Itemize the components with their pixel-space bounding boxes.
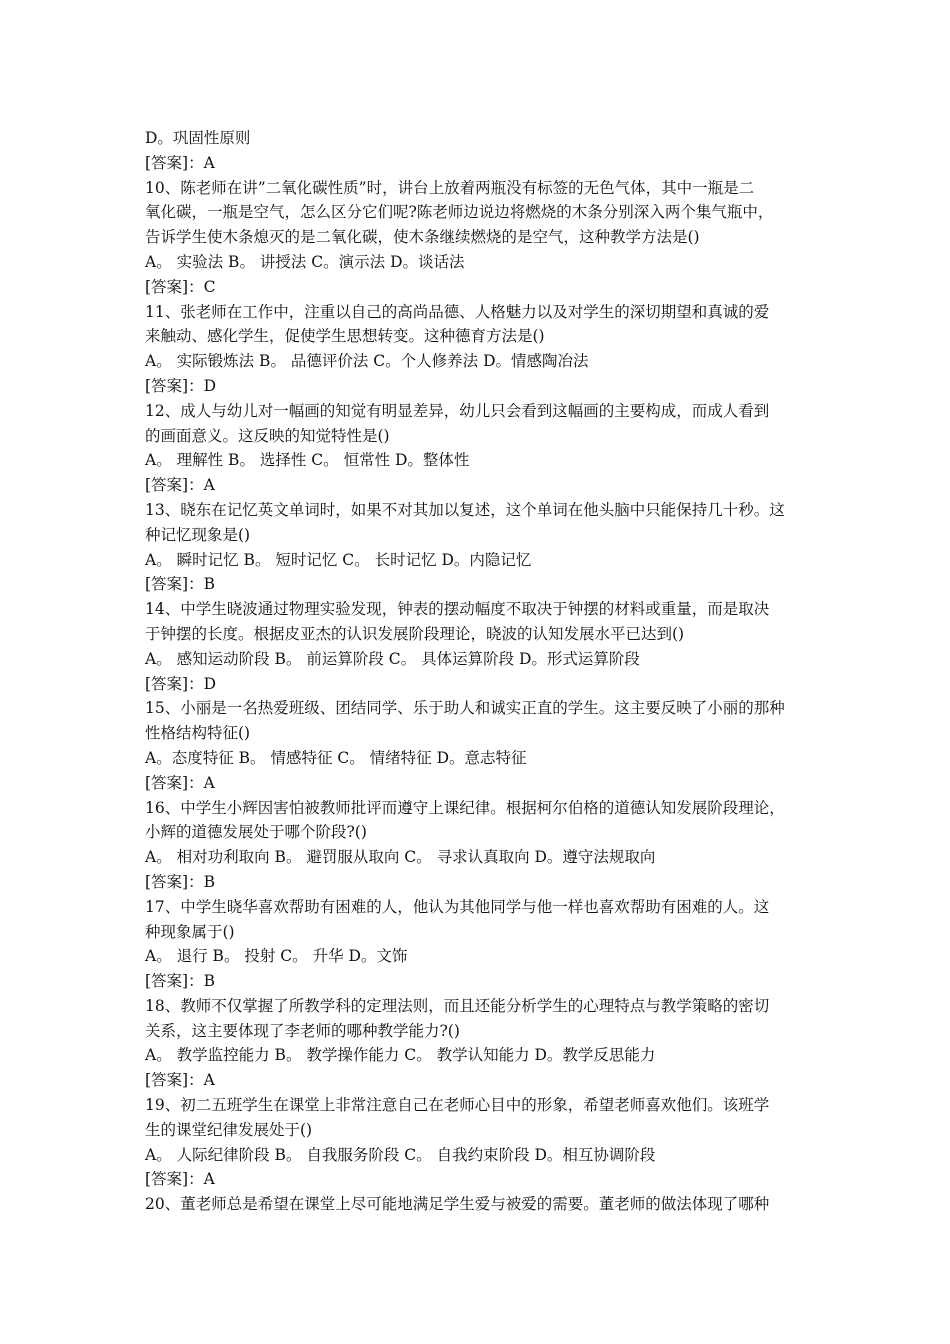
answer-line: [答案]：D [145, 376, 217, 395]
question-line: 氧化碳，一瓶是空气，怎么区分它们呢?陈老师边说边将燃烧的木条分别深入两个集气瓶中， [145, 203, 774, 222]
answer-line: [答案]：A [145, 1071, 215, 1090]
answer-line: [答案]：B [145, 872, 215, 891]
question-line: 性格结构特征() [145, 724, 251, 743]
question-line: 的画面意义。这反映的知觉特性是() [145, 426, 390, 445]
options-line: A。态度特征 B。 情感特征 C。 情绪特征 D。意志特征 [145, 748, 527, 767]
options-line: A。 实验法 B。 讲授法 C。演示法 D。谈话法 [145, 252, 465, 271]
question-line: 16、中学生小辉因害怕被教师批评而遵守上课纪律。根据柯尔伯格的道德认知发展阶段理论， [145, 798, 785, 817]
question-line: 于钟摆的长度。根据皮亚杰的认识发展阶段理论，晓波的认知发展水平已达到() [145, 624, 685, 643]
answer-line: [答案]：D [145, 674, 217, 693]
question-line: 17、中学生晓华喜欢帮助有困难的人，他认为其他同学与他一样也喜欢帮助有困难的人。这 [145, 897, 770, 916]
question-line: 10、陈老师在讲”二氧化碳性质”时，讲台上放着两瓶没有标签的无色气体，其中一瓶是二 [145, 178, 755, 197]
document-body [145, 126, 810, 1217]
question-line: 来触动、感化学生，促使学生思想转变。这种德育方法是() [145, 327, 545, 346]
question-line: 15、小丽是一名热爱班级、团结同学、乐于助人和诚实正直的学生。这主要反映了小丽的那种 [145, 699, 785, 718]
options-line: A。 教学监控能力 B。 教学操作能力 C。 教学认知能力 D。教学反思能力 [145, 1046, 656, 1065]
options-line: A。 理解性 B。 选择性 C。 恒常性 D。整体性 [145, 451, 470, 470]
text-line: D。巩固性原则 [145, 129, 251, 147]
answer-line: [答案]：B [145, 972, 215, 991]
answer-line: [答案]：A [145, 1170, 215, 1189]
options-line: A。 瞬时记忆 B。 短时记忆 C。 长时记忆 D。内隐记忆 [145, 550, 532, 569]
answer-line: [答案]：B [145, 575, 215, 594]
question-line: 18、教师不仅掌握了所教学科的定理法则，而且还能分析学生的心理特点与教学策略的密切 [145, 996, 770, 1015]
question-line: 20、董老师总是希望在课堂上尽可能地满足学生爱与被爱的需要。董老师的做法体现了哪种 [145, 1195, 770, 1214]
question-line: 种记忆现象是() [145, 525, 251, 544]
question-line: 14、中学生晓波通过物理实验发现，钟表的摆动幅度不取决于钟摆的材料或重量，而是取决 [145, 600, 770, 619]
question-line: 关系，这主要体现了李老师的哪种教学能力?() [145, 1021, 460, 1040]
answer-line: [答案]：A [145, 773, 215, 792]
question-line: 11、张老师在工作中，注重以自己的高尚品德、人格魅力以及对学生的深切期望和真诚的爱 [145, 302, 770, 321]
answer-line: [答案]：A [145, 476, 215, 495]
question-line: 小辉的道德发展处于哪个阶段?() [145, 823, 367, 842]
question-line: 种现象属于() [145, 922, 235, 941]
question-line: 生的课堂纪律发展处于() [145, 1120, 313, 1139]
options-line: A。 实际锻炼法 B。 品德评价法 C。个人修养法 D。情感陶冶法 [145, 352, 589, 371]
question-line: 13、晓东在记忆英文单词时，如果不对其加以复述，这个单词在他头脑中只能保持几十秒。这 [145, 500, 785, 519]
options-line: A。 人际纪律阶段 B。 自我服务阶段 C。 自我约束阶段 D。相互协调阶段 [145, 1145, 656, 1164]
question-line: 12、成人与幼儿对一幅画的知觉有明显差异，幼儿只会看到这幅画的主要构成，而成人看到 [145, 401, 770, 420]
options-line: A。 退行 B。 投射 C。 升华 D。文饰 [145, 947, 408, 966]
question-line: 19、初二五班学生在课堂上非常注意自己在老师心目中的形象，希望老师喜欢他们。该班学 [145, 1096, 770, 1115]
options-line: A。 感知运动阶段 B。 前运算阶段 C。 具体运算阶段 D。形式运算阶段 [145, 649, 640, 668]
options-line: A。 相对功利取向 B。 避罚服从取向 C。 寻求认真取向 D。遵守法规取向 [145, 848, 656, 867]
answer-line: [答案]：C [145, 277, 216, 296]
answer-line: [答案]：A [145, 153, 215, 172]
question-line: 告诉学生使木条熄灭的是二氧化碳，使木条继续燃烧的是空气，这种教学方法是() [145, 228, 700, 247]
